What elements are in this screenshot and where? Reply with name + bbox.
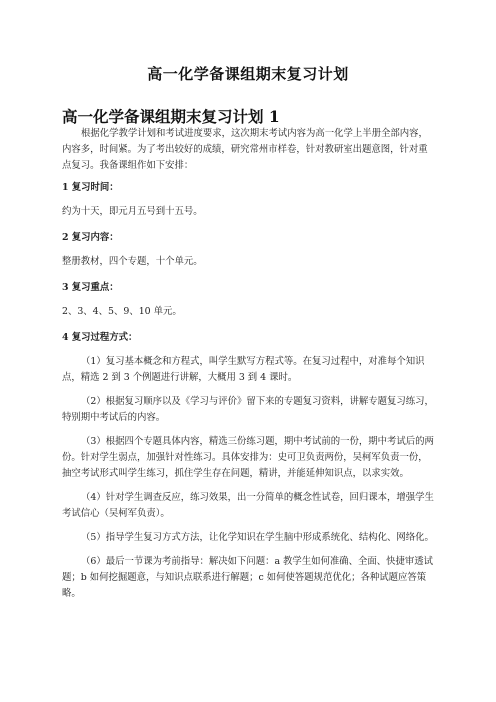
content-text: 整册教材，四个专题，十个单元。 — [62, 256, 203, 267]
focus-text: 2、3、4、5、9、10 单元。 — [62, 306, 182, 317]
section-title: 高一化学备课组期末复习计划 1 — [62, 107, 280, 126]
intro-paragraph: 根据化学教学计划和考试进度要求，这次期末考试内容为高一化学上半册全部内容，内容多，时间紧。为了考出较好的成绩，研究常州市样卷，针对教研室出题意图，针对重点复习。我备课组作如下安排： — [62, 128, 428, 171]
document-title: 高一化学备课组期末复习计划 — [147, 65, 349, 83]
time-heading: 1 复习时间： — [62, 182, 119, 193]
time-text: 约为十天，即元月五号到十五号。 — [62, 206, 203, 217]
method-heading: 4 复习过程方式： — [62, 332, 138, 343]
method-item-3: （3）根据四个专题具体内容，精选三份练习题，期中考试前的一份，期中考试后的两份。针对学生弱点，加强针对性练习。具体安排为：史可卫负责两份，吴柯军负责一份，抽空考试形式叫学生练习，抓住学生存在问题，精讲，并能延伸知识点，以求实效。 — [62, 436, 434, 479]
focus-heading: 3 复习重点： — [62, 282, 119, 293]
method-item-4: （4）针对学生调查反应，练习效果，出一分简单的概念性试卷，回归课本，增强学生考试信心（吴柯军负责）。 — [62, 492, 434, 519]
method-item-2: （2）根据复习顺序以及《学习与评价》留下来的专题复习资料，讲解专题复习练习，特别期中考试后的内容。 — [62, 396, 434, 423]
method-item-6: （6）最后一节课为考前指导：解决如下问题：a 教学生如何准确、全面、快捷审透试题；b 如何挖掘题意，与知识点联系进行解题；c 如何使答题规范优化；各种试题应答策略。 — [62, 556, 434, 599]
document-body — [62, 126, 436, 602]
content-heading: 2 复习内容： — [62, 232, 119, 243]
method-item-1: （1）复习基本概念和方程式，叫学生默写方程式等。在复习过程中，对准每个知识点，精选 2 到 3 个例题进行讲解，大概用 3 到 4 课时。 — [62, 356, 425, 383]
method-item-5: （5）指导学生复习方式方法，让化学知识在学生脑中形成系统化、结构化、网络化。 — [81, 532, 434, 543]
